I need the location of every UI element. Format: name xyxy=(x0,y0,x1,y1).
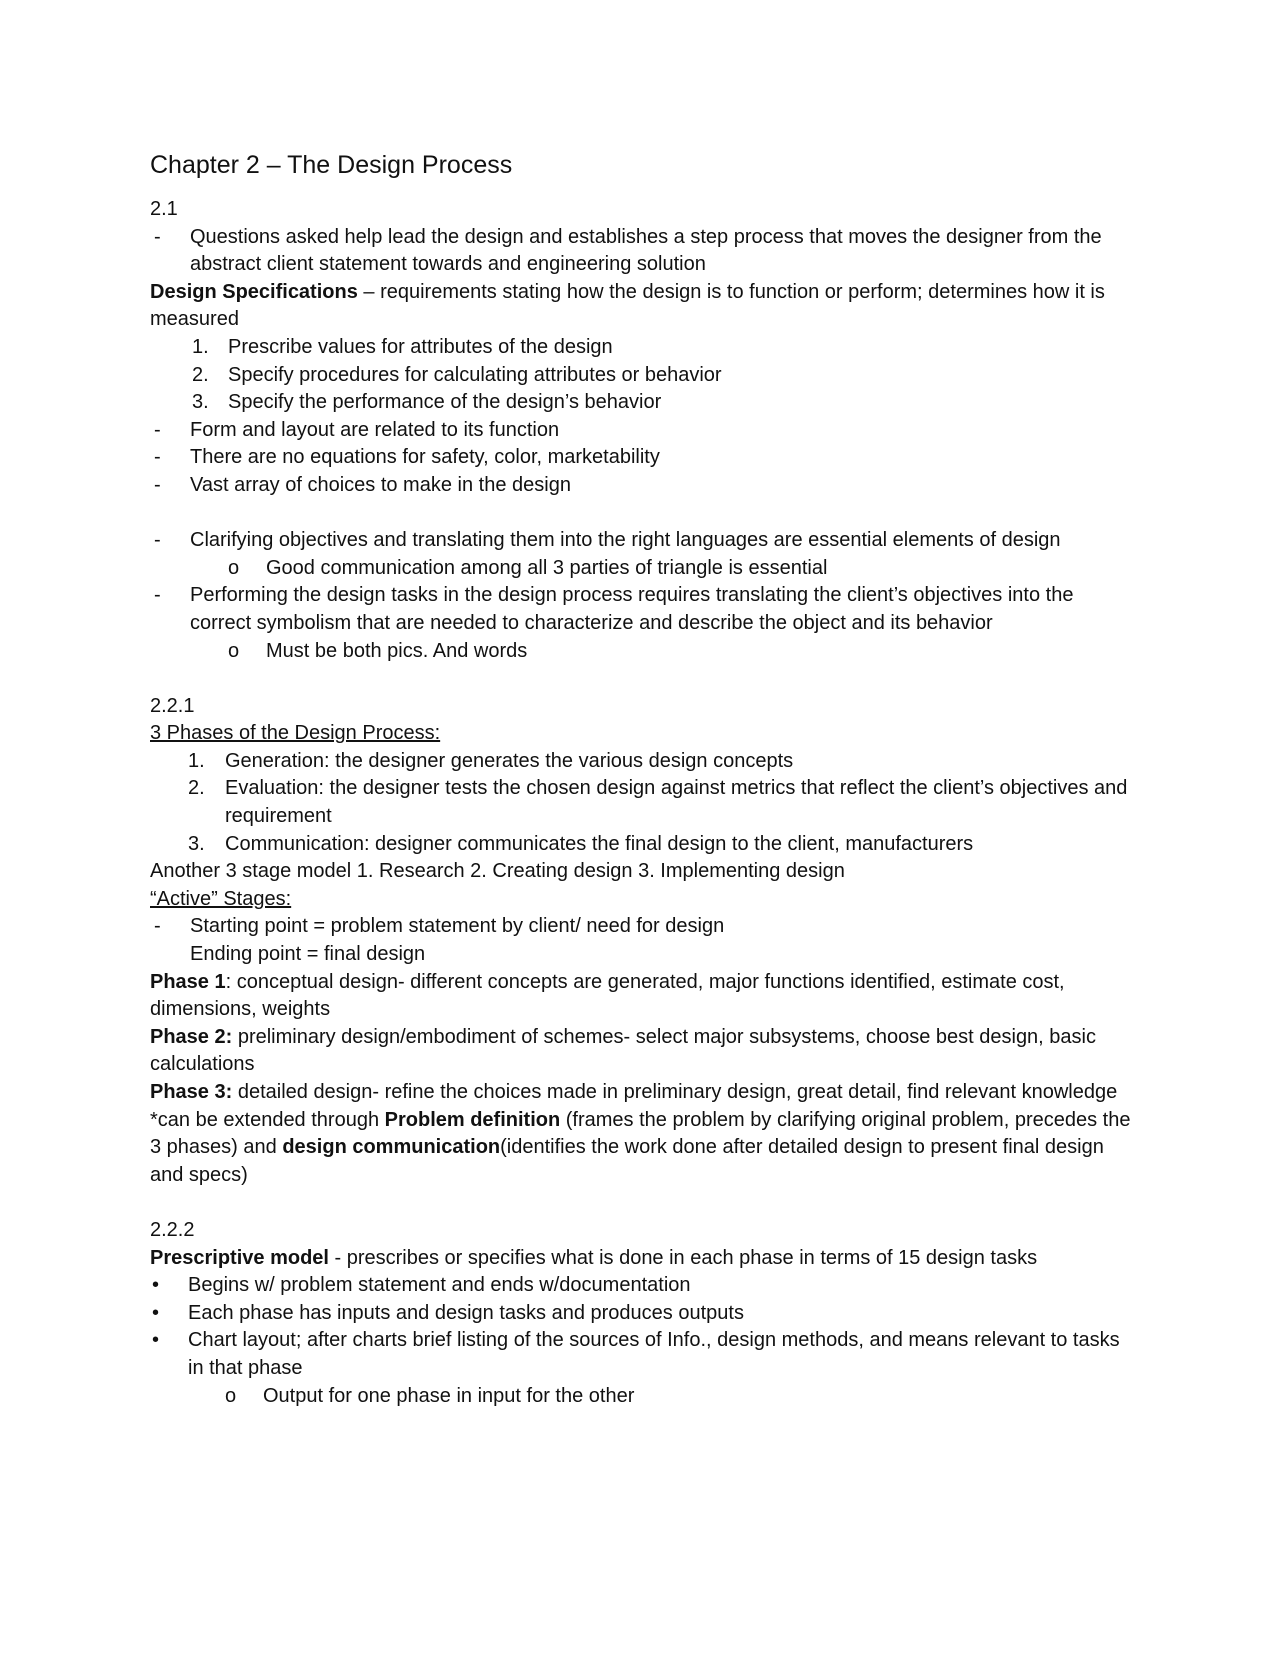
bullet-item-text: Chart layout; after charts brief listing of the sources of Info., design methods, and means relevant to tasks in that phase xyxy=(188,1329,1120,1379)
dash-marker: - xyxy=(154,225,161,248)
numbered-item xyxy=(150,748,1140,776)
number-marker: 2. xyxy=(192,363,209,386)
extension-text: (frames the problem by clarifying original problem, precedes the 3 phases) and xyxy=(150,1108,1131,1159)
sub-list-item-text: Output for one phase in input for the other xyxy=(263,1384,635,1407)
number-marker: 1. xyxy=(192,335,209,358)
term-problem-definition: Problem definition xyxy=(384,1108,561,1131)
document-page xyxy=(150,148,1140,1410)
list-item xyxy=(150,444,1140,472)
list-item xyxy=(150,417,1140,445)
bullet-marker: • xyxy=(152,1274,160,1297)
list-item-text: Starting point = problem statement by client/ need for design xyxy=(190,915,725,938)
dash-marker: - xyxy=(154,529,161,552)
list-item xyxy=(150,913,1140,941)
dash-marker: - xyxy=(154,584,161,607)
sub-list-item xyxy=(150,638,1140,666)
bullet-marker: • xyxy=(152,1301,160,1324)
phase-3-label: Phase 3: xyxy=(150,1081,233,1103)
definition-text: - prescribes or specifies what is done in each phase in terms of 15 design tasks xyxy=(328,1246,1038,1269)
list-item-text: Form and layout are related to its function xyxy=(190,418,560,441)
list-item xyxy=(150,472,1140,500)
term-prescriptive-model: Prescriptive model xyxy=(150,1246,329,1269)
number-marker: 3. xyxy=(192,391,209,414)
bullet-item xyxy=(150,1327,1140,1382)
definition-text: – requirements stating how the design is to function or perform; determines how it is measured xyxy=(150,280,1105,331)
list-item-text: Vast array of choices to make in the design xyxy=(190,473,571,496)
phase-3-text: detailed design- refine the choices made in preliminary design, great detail, find relevant knowledge xyxy=(232,1081,1118,1103)
bullet-item xyxy=(150,1272,1140,1300)
sub-list-item xyxy=(150,555,1140,583)
section-heading-2-1: 2.1 xyxy=(150,198,178,220)
numbered-item-text: Evaluation: the designer tests the chosen design against metrics that reflect the client’s objectives and requirement xyxy=(225,777,1128,828)
paragraph-prescriptive-model xyxy=(150,1245,1140,1273)
sub-list-item-text: Must be both pics. And words xyxy=(266,639,528,662)
paragraph-phase-2 xyxy=(150,1024,1140,1079)
term-design-specifications: Design Specifications xyxy=(150,280,358,303)
dash-marker: - xyxy=(154,473,161,496)
numbered-item-text: Specify procedures for calculating attributes or behavior xyxy=(228,363,722,386)
list-item-text: Performing the design tasks in the design process requires translating the client’s objectives into the correct symbolism that are needed to characterize and describe the object and its behavior xyxy=(190,584,1074,634)
list-item xyxy=(150,582,1140,637)
numbered-item-text: Communication: designer communicates the final design to the client, manufacturers xyxy=(225,832,974,855)
phase-2-label: Phase 2: xyxy=(150,1025,233,1048)
phases-heading: 3 Phases of the Design Process: xyxy=(150,722,441,745)
numbered-item xyxy=(150,334,1140,362)
phase-1-text: : conceptual design- different concepts are generated, major functions identified, estimate cost, dimensions, weights xyxy=(150,970,1065,1021)
extension-text: *can be extended through xyxy=(150,1108,385,1131)
paragraph-extension xyxy=(150,1107,1140,1190)
paragraph-another-model: Another 3 stage model 1. Research 2. Creating design 3. Implementing design xyxy=(150,860,845,883)
numbered-item-text: Specify the performance of the design’s behavior xyxy=(228,391,662,414)
list-item-continuation: Ending point = final design xyxy=(190,943,426,966)
numbered-item xyxy=(150,775,1140,830)
section-heading-2-2-1: 2.2.1 xyxy=(150,694,195,717)
bullet-marker: • xyxy=(152,1329,160,1352)
bullet-item-text: Each phase has inputs and design tasks and produces outputs xyxy=(188,1301,744,1324)
number-marker: 1. xyxy=(188,749,205,772)
dash-marker: - xyxy=(154,418,161,441)
bullet-item-text: Begins w/ problem statement and ends w/documentation xyxy=(188,1274,691,1297)
phase-1-label: Phase 1 xyxy=(150,970,226,993)
section-heading-2-2-2: 2.2.2 xyxy=(150,1218,195,1241)
extension-text: (identifies the work done after detailed design to present final design and specs) xyxy=(150,1136,1104,1186)
number-marker: 2. xyxy=(188,777,205,800)
term-design-communication: design communication xyxy=(282,1136,501,1159)
list-item-text: Questions asked help lead the design and establishes a step process that moves the designer from the abstract client statement towards and engineering solution xyxy=(190,225,1102,276)
bullet-item xyxy=(150,1300,1140,1328)
circle-marker: o xyxy=(228,639,240,662)
active-stages-heading: “Active” Stages: xyxy=(150,887,292,910)
circle-marker: o xyxy=(225,1384,237,1407)
list-item-text: There are no equations for safety, color, marketability xyxy=(190,446,660,469)
paragraph-phase-1 xyxy=(150,969,1140,1024)
list-item xyxy=(150,224,1140,279)
list-item xyxy=(150,527,1140,555)
dash-marker: - xyxy=(154,446,161,469)
dash-marker: - xyxy=(154,915,161,938)
phase-2-text: preliminary design/embodiment of schemes- select major subsystems, choose best design, basic calculations xyxy=(150,1025,1096,1076)
numbered-item xyxy=(150,362,1140,390)
sub-list-item xyxy=(150,1383,1140,1411)
paragraph-phase-3 xyxy=(150,1079,1140,1107)
numbered-item xyxy=(150,389,1140,417)
sub-list-item-text: Good communication among all 3 parties of triangle is essential xyxy=(266,556,828,579)
page-title: Chapter 2 – The Design Process xyxy=(150,151,513,179)
numbered-item-text: Prescribe values for attributes of the design xyxy=(228,335,613,358)
paragraph-design-specifications xyxy=(150,279,1140,334)
numbered-item-text: Generation: the designer generates the various design concepts xyxy=(225,749,794,772)
circle-marker: o xyxy=(228,556,240,579)
list-item-text: Clarifying objectives and translating them into the right languages are essential elements of design xyxy=(190,529,1061,552)
numbered-item xyxy=(150,831,1140,859)
number-marker: 3. xyxy=(188,832,205,855)
